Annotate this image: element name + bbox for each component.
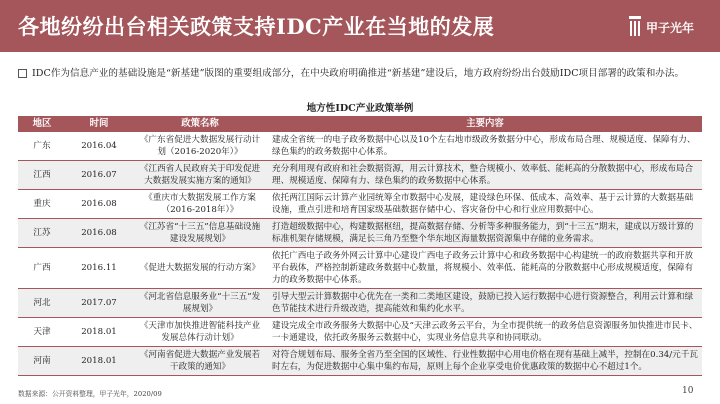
table-row [18, 190, 702, 219]
cell-region: 广东 [18, 132, 66, 161]
table-row [18, 132, 702, 161]
cell-time: 2016.08 [66, 190, 132, 219]
intro-bullet [18, 66, 698, 81]
cell-time: 2016.07 [66, 161, 132, 190]
cell-policy: 《江西省人民政府关于印发促进大数据发展实施方案的通知》 [132, 161, 268, 190]
cell-content: 打造超级数据中心，构建数据枢纽，提高数据存储、分析等多种服务能力，到“十三五”期末，建成以万级计算的标准机架存储规模，满足长三角乃至整个华东地区海量数据资源集中存储的业务需求。 [268, 219, 702, 248]
cell-content: 建成全省统一的电子政务数据中心以及10个左右地市级政务数据分中心，形成布局合理、规模适度、保障有力、绿色集约的政务数据中心体系。 [268, 132, 702, 161]
cell-region: 江西 [18, 161, 66, 190]
cell-content: 对符合规划布局、服务全省乃至全国的区域性、行业性数据中心用电价格在现有基础上减半，控制在0.34/元千瓦时左右，为促进数据中心集中集约布局，原则上每个企业享受电价优惠政策的数据中心不超过1个。 [268, 347, 702, 376]
table-row [18, 289, 702, 318]
cell-time: 2018.01 [66, 318, 132, 347]
brand-logo-text: 甲子光年 [646, 21, 695, 35]
header-bar [0, 0, 720, 52]
brand-logo [628, 13, 708, 41]
cell-region: 重庆 [18, 190, 66, 219]
cell-time: 2018.01 [66, 347, 132, 376]
cell-policy: 《重庆市大数据发展工作方案（2016-2018年）》 [132, 190, 268, 219]
cell-region: 广西 [18, 248, 66, 289]
source-note: 数据来源：公开资料整理，甲子光年，2020/09 [18, 390, 162, 398]
page-number: 10 [682, 386, 694, 396]
cell-content: 充分利用现有政府和社会数据资源，用云计算技术，整合规模小、效率低、能耗高的分散数据中心，形成布局合理、规模适度、保障有力、绿色集约的政务数据中心体系。 [268, 161, 702, 190]
table-row [18, 248, 702, 289]
policy-table [18, 116, 702, 376]
cell-region: 河南 [18, 347, 66, 376]
cell-time: 2017.07 [66, 289, 132, 318]
bullet-square-icon [18, 69, 27, 78]
cell-region: 河北 [18, 289, 66, 318]
cell-content: 依托广西电子政务外网云计算中心建设广西电子政务云计算中心和政务数据中心构建统一的政府数据共享和开放平台载体，严格控制新建政务数据中心数量，将规模小、效率低、能耗高的分散数据中心形成规模适度，保障有力的政务数据中心体系。 [268, 248, 702, 289]
cell-region: 江苏 [18, 219, 66, 248]
cell-time: 2016.08 [66, 219, 132, 248]
header-content: 主要内容 [268, 116, 702, 132]
cell-content: 依托两江国际云计算产业园统筹全市数据中心发展，建设绿色环保、低成本、高效率、基于云计算的大数据基础设施，重点引进和培育国家级基础数据存储中心、容灾备份中心和行业应用数据中心。 [268, 190, 702, 219]
cell-policy: 《河北省信息服务业“十三五”发展规划》 [132, 289, 268, 318]
table-caption: 地方性IDC产业政策举例 [306, 103, 414, 114]
cell-region: 天津 [18, 318, 66, 347]
header-region: 地区 [18, 116, 66, 132]
cell-policy: 《江苏省“十三五”信息基础设施建设发展规划》 [132, 219, 268, 248]
intro-text: IDC作为信息产业的基础设施是“新基建”版图的重要组成部分，在中央政府明确推进“新基建”建设后，地方政府纷纷出台鼓励IDC项目部署的政策和办法。 [32, 68, 685, 79]
table-row [18, 318, 702, 347]
cell-time: 2016.11 [66, 248, 132, 289]
cell-content: 建设完成全市政务服务大数据中心及“天津云政务云平台，为全市提供统一的政务信息资源服务加快推进市民卡、一卡通建设，依托政务服务云数据中心，实现业务信息共享和协同联动。 [268, 318, 702, 347]
cell-content: 引导大型云计算数据中心优先在一类和二类地区建设，鼓励已投入运行数据中心进行资源整合，利用云计算和绿色节能技术进行升级改造，提高能效和集约化水平。 [268, 289, 702, 318]
table-header-row [18, 116, 702, 132]
cell-policy: 《天津市加快推进智能科技产业发展总体行动计划》 [132, 318, 268, 347]
table-row [18, 219, 702, 248]
brand-logo-icon [628, 15, 642, 37]
header-policy: 政策名称 [132, 116, 268, 132]
table-row [18, 347, 702, 376]
table-row [18, 161, 702, 190]
cell-time: 2016.04 [66, 132, 132, 161]
cell-policy: 《广东省促进大数据发展行动计划（2016-2020年）》 [132, 132, 268, 161]
cell-policy: 《河南省促进大数据产业发展若干政策的通知》 [132, 347, 268, 376]
cell-policy: 《促进大数据发展的行动方案》 [132, 248, 268, 289]
header-time: 时间 [66, 116, 132, 132]
page-title: 各地纷纷出台相关政策支持IDC产业在当地的发展 [18, 14, 495, 39]
